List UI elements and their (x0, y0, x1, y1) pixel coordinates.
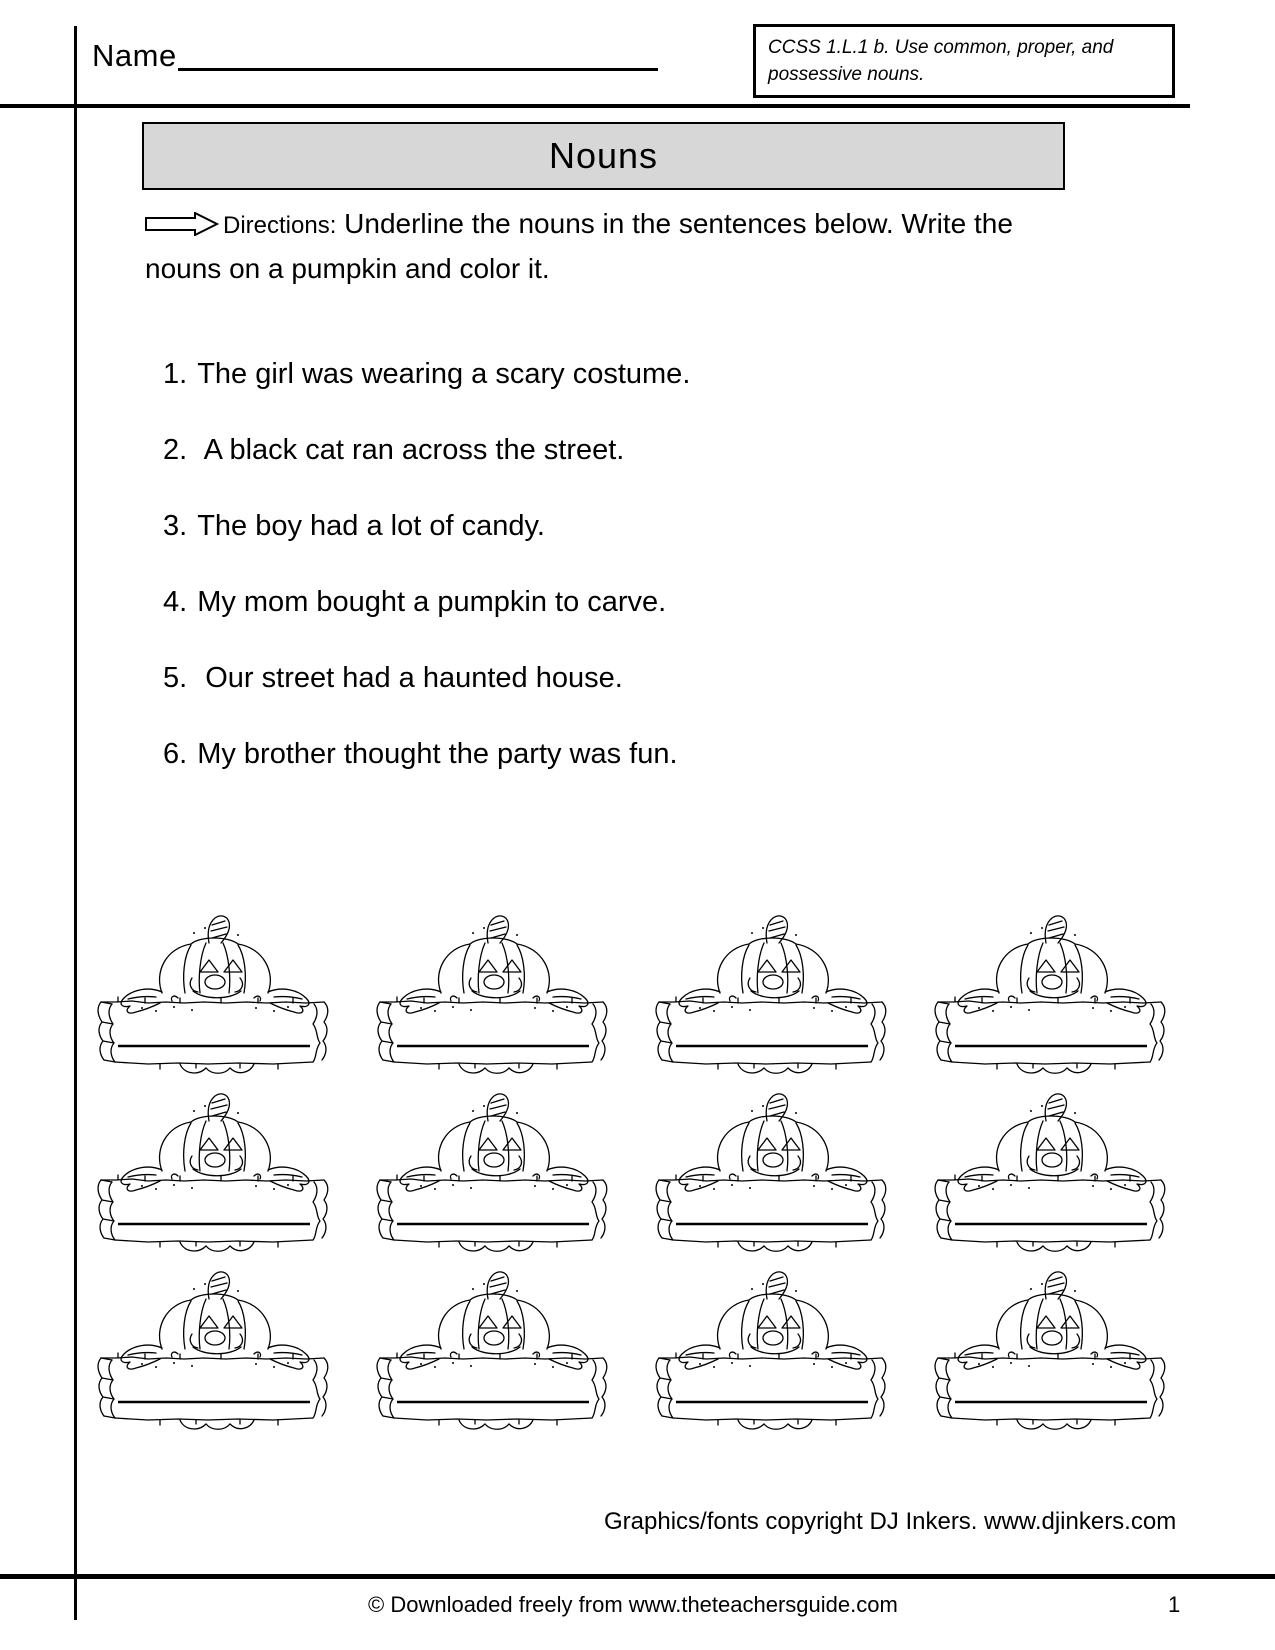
pumpkin-sign-card[interactable] (925, 898, 1178, 1076)
sentence-number: 6. (163, 738, 188, 770)
sentence-text: The boy had a lot of candy. (197, 510, 545, 542)
pumpkin-sign-card[interactable] (646, 898, 899, 1076)
sentence-item[interactable] (163, 588, 1063, 617)
pumpkin-sign-card[interactable] (367, 898, 620, 1076)
ccss-standard-box (753, 24, 1175, 98)
name-input[interactable] (178, 42, 658, 71)
pumpkin-sign-card[interactable] (646, 1254, 899, 1432)
directions-text: Underline the nouns in the sentences below. Write the nouns on a pumpkin and color it. (145, 208, 1013, 284)
sentence-number: 4. (163, 586, 188, 618)
pumpkin-sign-icon (925, 1254, 1178, 1432)
sentence-text: A black cat ran across the street. (197, 434, 625, 466)
pumpkin-sign-card[interactable] (367, 1254, 620, 1432)
pumpkin-sign-icon (367, 1076, 620, 1254)
right-arrow-icon (145, 206, 219, 248)
sentence-list (163, 360, 1063, 816)
pumpkin-sign-icon (925, 898, 1178, 1076)
pumpkin-sign-icon (646, 1254, 899, 1432)
pumpkin-sign-icon (367, 898, 620, 1076)
graphics-credit: Graphics/fonts copyright DJ Inkers. www.djinkers.com (604, 1508, 1177, 1535)
sentence-item[interactable] (163, 436, 1063, 465)
sentence-item[interactable] (163, 512, 1063, 541)
pumpkin-sign-icon (88, 1076, 341, 1254)
pumpkin-sign-card[interactable] (925, 1254, 1178, 1432)
sentence-item[interactable] (163, 664, 1063, 693)
pumpkin-sign-card[interactable] (88, 1254, 341, 1432)
sentence-number: 1. (163, 358, 188, 390)
pumpkin-sign-icon (88, 1254, 341, 1432)
top-horizontal-rule (0, 104, 1190, 108)
sentence-item[interactable] (163, 360, 1063, 389)
pumpkin-sign-card[interactable] (88, 1076, 341, 1254)
ccss-standard-text: CCSS 1.L.1 b. Use common, proper, and possessive nouns. (768, 37, 1114, 85)
pumpkin-sign-icon (88, 898, 341, 1076)
pumpkin-sign-icon (925, 1076, 1178, 1254)
sentence-number: 3. (163, 510, 188, 542)
pumpkin-sign-card[interactable] (367, 1076, 620, 1254)
left-margin-rule (74, 26, 77, 1620)
sentence-text: My brother thought the party was fun. (197, 738, 678, 770)
sentence-text: Our street had a haunted house. (197, 662, 623, 694)
name-field-row (92, 40, 658, 71)
pumpkin-card-grid (88, 898, 1180, 1432)
pumpkin-sign-icon (367, 1254, 620, 1432)
footer-credit: © Downloaded freely from www.theteachersguide.com (368, 1592, 898, 1617)
bottom-horizontal-rule (0, 1574, 1275, 1579)
sentence-number: 2. (163, 434, 188, 466)
pumpkin-sign-card[interactable] (925, 1076, 1178, 1254)
pumpkin-sign-icon (646, 1076, 899, 1254)
sentence-item[interactable] (163, 740, 1063, 769)
worksheet-title-banner (142, 122, 1065, 190)
sentence-text: The girl was wearing a scary costume. (197, 358, 691, 390)
page-number: 1 (1168, 1592, 1181, 1617)
sentence-text: My mom bought a pumpkin to carve. (197, 586, 667, 618)
directions-label: Directions: (223, 212, 337, 239)
sentence-number: 5. (163, 662, 188, 694)
pumpkin-sign-card[interactable] (646, 1076, 899, 1254)
directions-block (145, 203, 1095, 290)
pumpkin-sign-icon (646, 898, 899, 1076)
name-label: Name (92, 38, 177, 73)
page-title: Nouns (548, 135, 659, 176)
pumpkin-sign-card[interactable] (88, 898, 341, 1076)
